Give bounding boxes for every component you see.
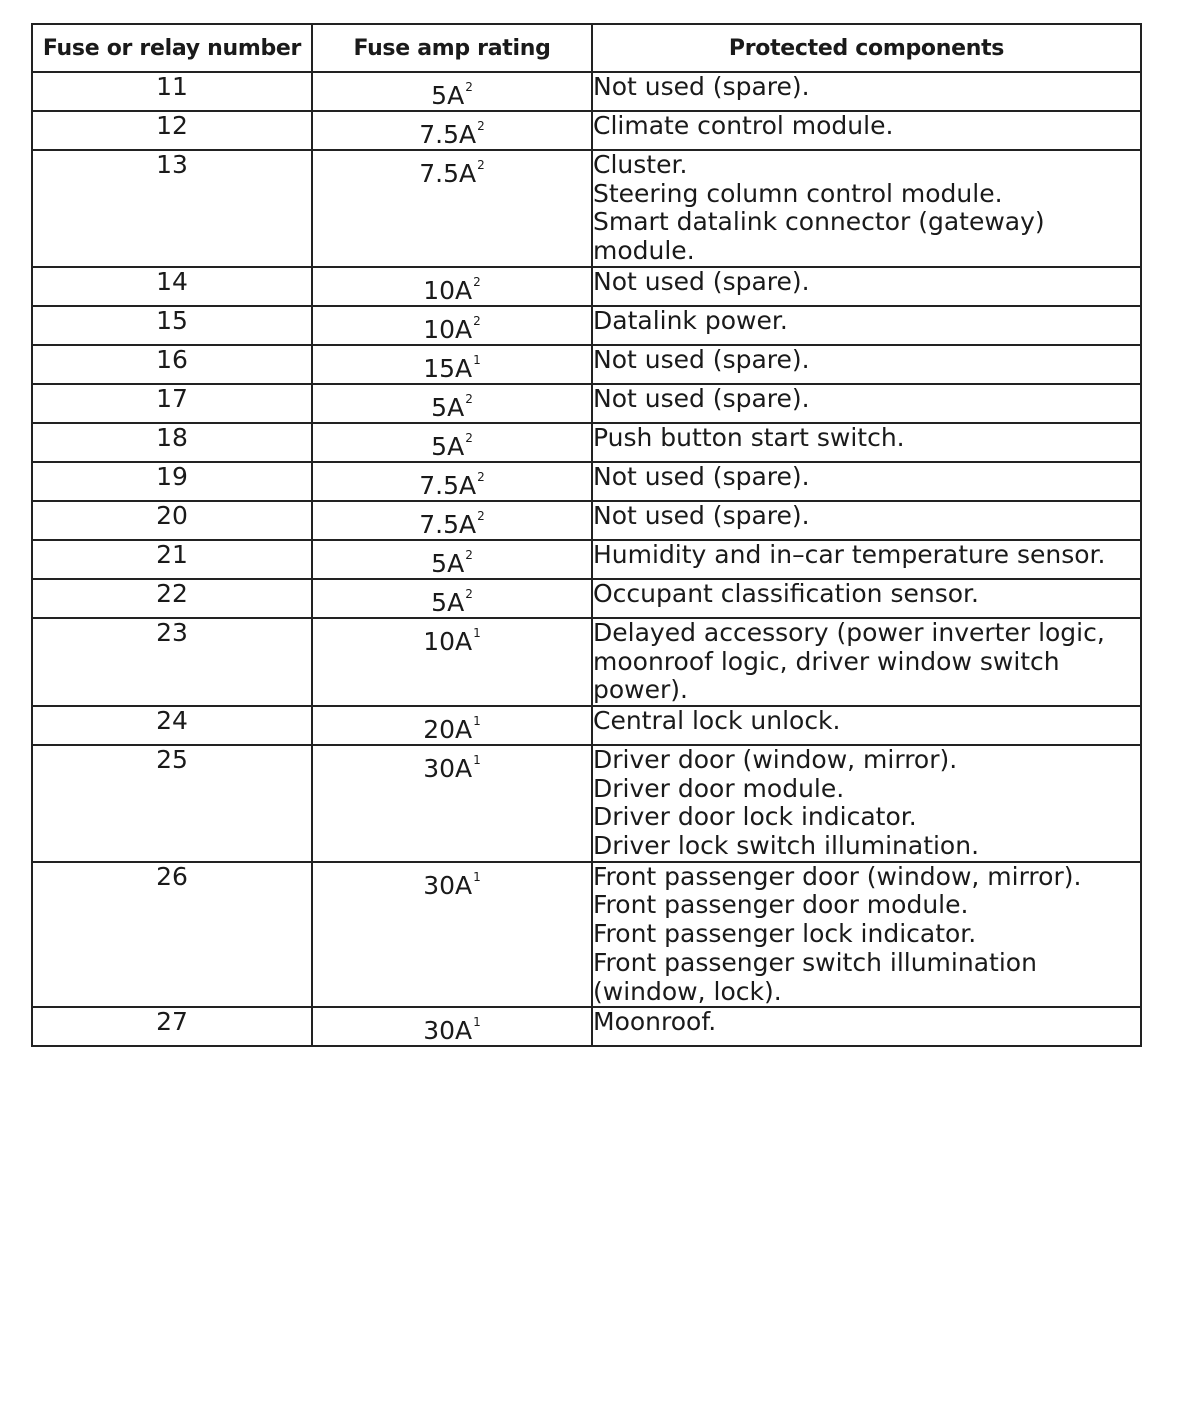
component-line: Steering column control module. bbox=[593, 178, 1003, 208]
fuse-number-cell: 12 bbox=[32, 111, 312, 150]
amp-rating-value: 20A bbox=[423, 714, 473, 744]
fuse-number-cell: 23 bbox=[32, 618, 312, 706]
protected-components-cell bbox=[592, 150, 1141, 267]
component-line: moonroof logic, driver window switch bbox=[593, 646, 1060, 676]
component-line: Not used (spare). bbox=[593, 344, 810, 374]
component-line: Front passenger door module. bbox=[593, 890, 969, 920]
table-row bbox=[32, 267, 1141, 306]
protected-components-cell bbox=[592, 345, 1141, 384]
table-header bbox=[32, 24, 1141, 72]
footnote-marker: 2 bbox=[465, 80, 473, 94]
component-line: Moonroof. bbox=[593, 1007, 717, 1037]
table-row bbox=[32, 706, 1141, 745]
component-line: Not used (spare). bbox=[593, 500, 810, 530]
protected-components-cell bbox=[592, 745, 1141, 862]
amp-rating-value: 5A bbox=[431, 587, 465, 617]
protected-components-cell bbox=[592, 540, 1141, 579]
fuse-number-cell: 14 bbox=[32, 267, 312, 306]
footnote-marker: 2 bbox=[477, 119, 485, 133]
header-protected-components: Protected components bbox=[592, 24, 1141, 72]
protected-components-cell bbox=[592, 423, 1141, 462]
amp-rating-cell bbox=[312, 579, 592, 618]
fuse-number-cell: 24 bbox=[32, 706, 312, 745]
fuse-number-cell: 15 bbox=[32, 306, 312, 345]
component-line: Humidity and in–car temperature sensor. bbox=[593, 539, 1106, 569]
header-amp-rating: Fuse amp rating bbox=[312, 24, 592, 72]
amp-rating-cell bbox=[312, 384, 592, 423]
fuse-number-cell: 27 bbox=[32, 1007, 312, 1046]
table-row bbox=[32, 862, 1141, 1008]
table-row bbox=[32, 745, 1141, 862]
fuse-number-cell: 18 bbox=[32, 423, 312, 462]
amp-rating-cell bbox=[312, 1007, 592, 1046]
footnote-marker: 1 bbox=[473, 625, 481, 640]
footnote-marker: 2 bbox=[465, 586, 473, 601]
table-row bbox=[32, 72, 1141, 111]
table-row bbox=[32, 1007, 1141, 1046]
amp-rating-value: 7.5A bbox=[419, 470, 477, 500]
amp-rating-cell bbox=[312, 72, 592, 111]
header-fuse-number: Fuse or relay number bbox=[32, 24, 312, 72]
amp-rating-value: 30A bbox=[423, 1016, 473, 1046]
table-row bbox=[32, 111, 1141, 150]
protected-components-cell bbox=[592, 111, 1141, 150]
footnote-marker: 2 bbox=[473, 274, 481, 289]
amp-rating-cell bbox=[312, 618, 592, 706]
component-line: Driver door lock indicator. bbox=[593, 802, 917, 832]
table-row bbox=[32, 345, 1141, 384]
footnote-marker: 1 bbox=[473, 869, 481, 884]
component-line: Not used (spare). bbox=[593, 461, 810, 491]
amp-rating-cell bbox=[312, 862, 592, 1008]
header-row bbox=[32, 24, 1141, 72]
footnote-marker: 1 bbox=[473, 352, 481, 367]
amp-rating-value: 5A bbox=[431, 81, 465, 110]
amp-rating-cell bbox=[312, 267, 592, 306]
component-line: Not used (spare). bbox=[593, 383, 810, 413]
protected-components-cell bbox=[592, 462, 1141, 501]
amp-rating-value: 7.5A bbox=[419, 120, 477, 149]
footnote-marker: 2 bbox=[465, 430, 473, 445]
table-row bbox=[32, 384, 1141, 423]
component-line: Smart datalink connector (gateway) bbox=[593, 207, 1045, 237]
footnote-marker: 1 bbox=[473, 713, 481, 728]
footnote-marker: 1 bbox=[473, 752, 481, 767]
component-line: Central lock unlock. bbox=[593, 705, 841, 735]
amp-rating-cell bbox=[312, 745, 592, 862]
component-line: Cluster. bbox=[593, 150, 688, 179]
footnote-marker: 2 bbox=[465, 391, 473, 406]
component-line: (window, lock). bbox=[593, 976, 782, 1006]
footnote-marker: 2 bbox=[477, 508, 485, 523]
amp-rating-cell bbox=[312, 540, 592, 579]
amp-rating-value: 10A bbox=[423, 314, 473, 344]
fuse-number-cell: 22 bbox=[32, 579, 312, 618]
amp-rating-value: 10A bbox=[423, 626, 473, 656]
protected-components-cell bbox=[592, 72, 1141, 111]
fuse-number-cell: 26 bbox=[32, 862, 312, 1008]
protected-components-cell bbox=[592, 618, 1141, 706]
fuse-number-cell: 11 bbox=[32, 72, 312, 111]
fuse-number-cell: 13 bbox=[32, 150, 312, 267]
component-line: Front passenger switch illumination bbox=[593, 947, 1037, 977]
protected-components-cell bbox=[592, 384, 1141, 423]
protected-components-cell bbox=[592, 501, 1141, 540]
component-line: Not used (spare). bbox=[593, 266, 810, 296]
amp-rating-value: 5A bbox=[431, 392, 465, 422]
table-row bbox=[32, 501, 1141, 540]
amp-rating-cell bbox=[312, 462, 592, 501]
protected-components-cell bbox=[592, 579, 1141, 618]
protected-components-cell bbox=[592, 1007, 1141, 1046]
component-line: Not used (spare). bbox=[593, 72, 810, 101]
fuse-number-cell: 20 bbox=[32, 501, 312, 540]
footnote-marker: 2 bbox=[465, 547, 473, 562]
amp-rating-cell bbox=[312, 706, 592, 745]
component-line: Front passenger lock indicator. bbox=[593, 919, 977, 949]
component-line: Climate control module. bbox=[593, 111, 894, 140]
component-line: Driver lock switch illumination. bbox=[593, 831, 980, 861]
component-line: module. bbox=[593, 236, 695, 266]
amp-rating-value: 5A bbox=[431, 548, 465, 578]
fuse-number-cell: 17 bbox=[32, 384, 312, 423]
table-row bbox=[32, 150, 1141, 267]
amp-rating-value: 30A bbox=[423, 753, 473, 783]
amp-rating-cell bbox=[312, 345, 592, 384]
component-line: Front passenger door (window, mirror). bbox=[593, 861, 1082, 891]
component-line: Push button start switch. bbox=[593, 422, 905, 452]
amp-rating-value: 10A bbox=[423, 275, 473, 305]
amp-rating-value: 5A bbox=[431, 431, 465, 461]
footnote-marker: 2 bbox=[477, 469, 485, 484]
amp-rating-cell bbox=[312, 150, 592, 267]
amp-rating-value: 7.5A bbox=[419, 159, 477, 188]
amp-rating-cell bbox=[312, 306, 592, 345]
fuse-table bbox=[31, 23, 1142, 1047]
component-line: Delayed accessory (power inverter logic, bbox=[593, 617, 1105, 647]
footnote-marker: 1 bbox=[473, 1015, 481, 1030]
amp-rating-value: 15A bbox=[423, 353, 473, 383]
table-body bbox=[32, 72, 1141, 1046]
amp-rating-value: 7.5A bbox=[419, 509, 477, 539]
component-line: Driver door module. bbox=[593, 773, 845, 803]
fuse-number-cell: 25 bbox=[32, 745, 312, 862]
amp-rating-cell bbox=[312, 501, 592, 540]
table-row bbox=[32, 462, 1141, 501]
component-line: Driver door (window, mirror). bbox=[593, 744, 958, 774]
table-row bbox=[32, 618, 1141, 706]
protected-components-cell bbox=[592, 706, 1141, 745]
component-line: Datalink power. bbox=[593, 305, 788, 335]
table-row bbox=[32, 306, 1141, 345]
protected-components-cell bbox=[592, 306, 1141, 345]
table-row bbox=[32, 423, 1141, 462]
fuse-number-cell: 19 bbox=[32, 462, 312, 501]
protected-components-cell bbox=[592, 862, 1141, 1008]
fuse-number-cell: 16 bbox=[32, 345, 312, 384]
amp-rating-cell bbox=[312, 423, 592, 462]
footnote-marker: 2 bbox=[473, 313, 481, 328]
table-row bbox=[32, 540, 1141, 579]
amp-rating-value: 30A bbox=[423, 870, 473, 900]
footnote-marker: 2 bbox=[477, 158, 485, 172]
table-row bbox=[32, 579, 1141, 618]
component-line: power). bbox=[593, 675, 688, 705]
protected-components-cell bbox=[592, 267, 1141, 306]
amp-rating-cell bbox=[312, 111, 592, 150]
fuse-number-cell: 21 bbox=[32, 540, 312, 579]
component-line: Occupant classification sensor. bbox=[593, 578, 979, 608]
